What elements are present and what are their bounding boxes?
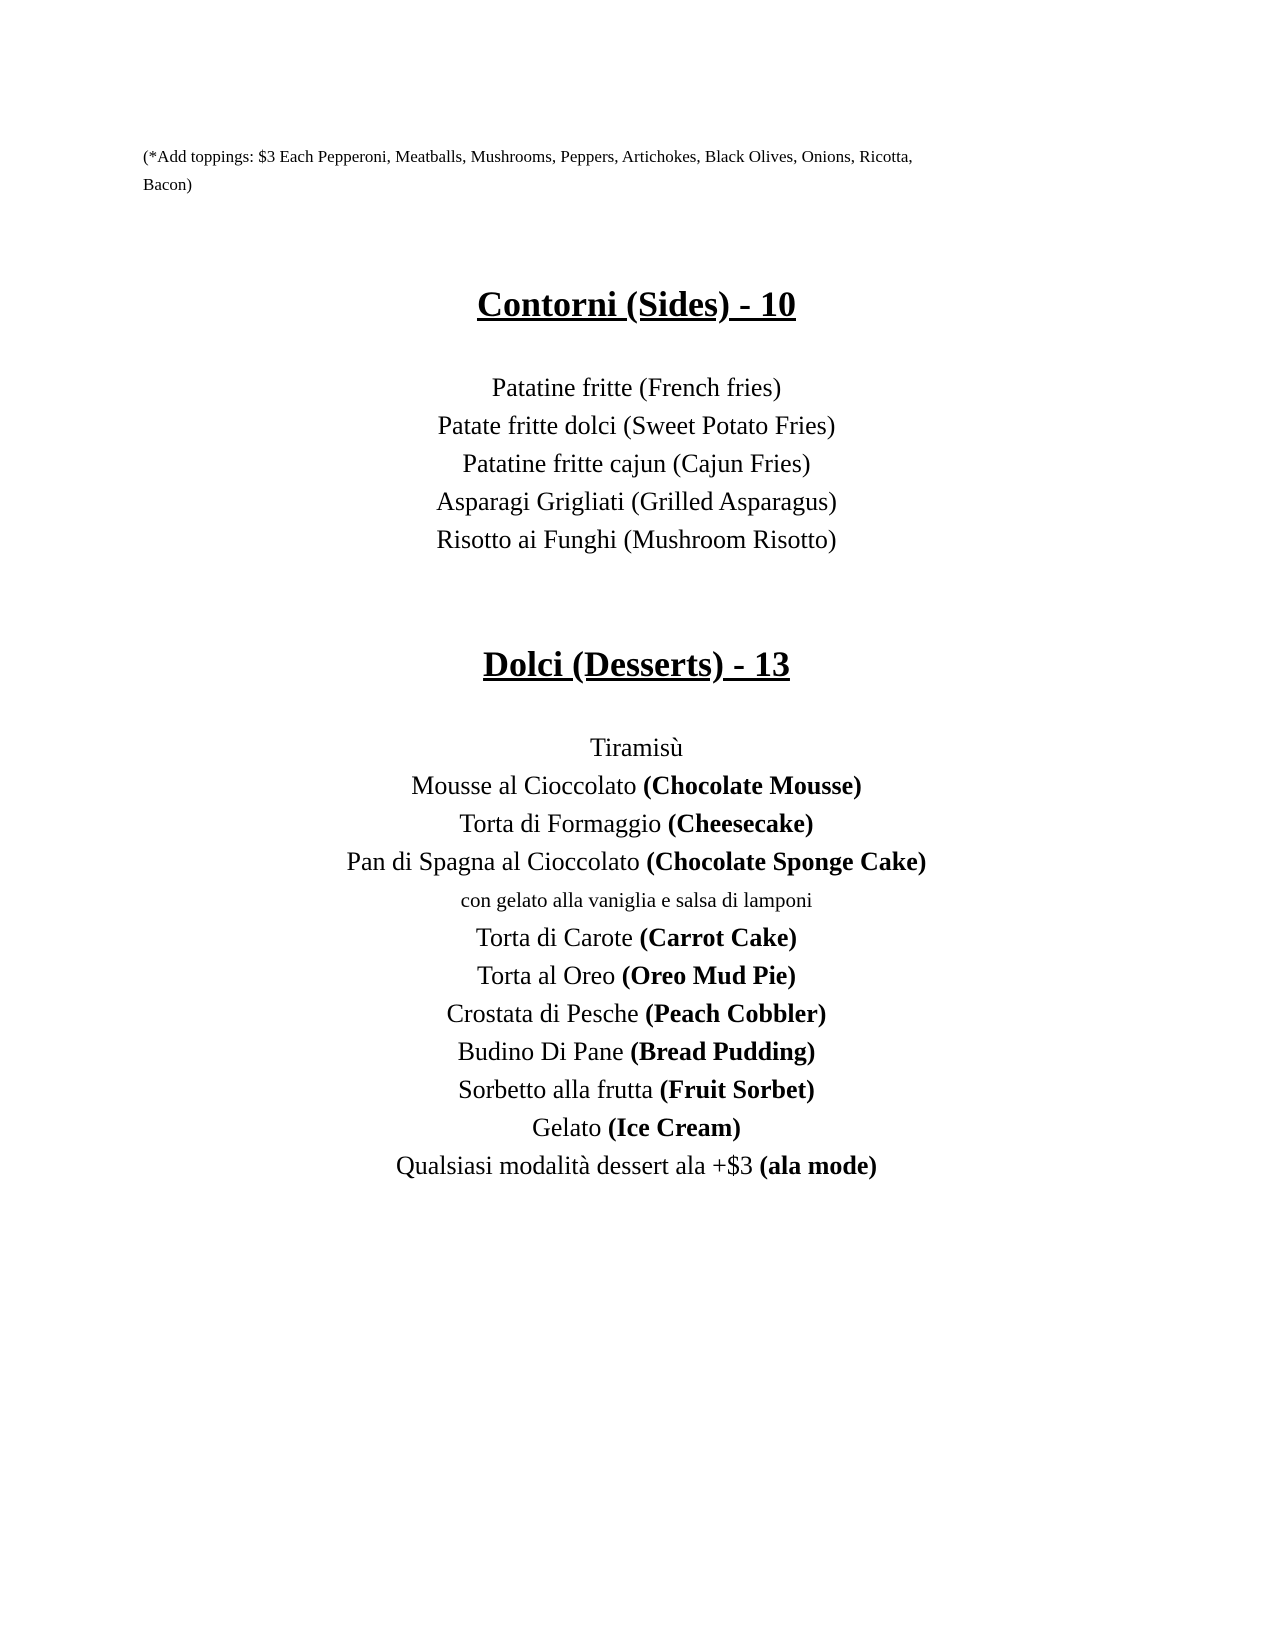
item-name-italian: Torta di Formaggio: [459, 809, 662, 838]
menu-item: [143, 483, 1130, 521]
menu-item: [143, 729, 1130, 767]
item-name-english: (Chocolate Mousse): [643, 771, 862, 800]
item-name-italian: Patatine fritte: [491, 373, 633, 402]
item-name-italian: Sorbetto alla frutta: [458, 1075, 654, 1104]
item-name-italian: Tiramisù: [590, 733, 683, 762]
item-name-english: (Grilled Asparagus): [631, 487, 837, 516]
menu-item: [143, 805, 1130, 843]
item-name-italian: con gelato alla vaniglia e salsa di lamponi: [460, 888, 813, 912]
item-name-english: (Fruit Sorbet): [659, 1075, 815, 1104]
item-name-italian: Patatine fritte cajun: [462, 449, 667, 478]
item-name-english: (Peach Cobbler): [645, 999, 827, 1028]
item-name-english: (Cheesecake): [667, 809, 814, 838]
menu-item: [143, 767, 1130, 805]
menu-item: [143, 521, 1130, 559]
menu-item: [143, 1109, 1130, 1147]
item-name-english: (Carrot Cake): [639, 923, 798, 952]
item-name-english: (Oreo Mud Pie): [621, 961, 796, 990]
section-heading: Dolci (Desserts) - 13: [483, 644, 790, 684]
menu-item-list: [143, 369, 1130, 559]
item-name-italian: Crostata di Pesche: [446, 999, 639, 1028]
toppings-note-line: (*Add toppings: $3 Each Pepperoni, Meatballs, Mushrooms, Peppers, Artichokes, Black Olives, Onions, Ricotta,: [143, 147, 913, 166]
item-name-english: (French fries): [639, 373, 782, 402]
item-name-english: (Bread Pudding): [630, 1037, 816, 1066]
menu-sections: [143, 283, 1130, 1185]
menu-item: [143, 957, 1130, 995]
menu-item: [143, 1147, 1130, 1185]
menu-item: [143, 369, 1130, 407]
menu-section: [143, 283, 1130, 559]
item-name-english: (Sweet Potato Fries): [623, 411, 836, 440]
menu-item: [143, 407, 1130, 445]
item-name-english: (Cajun Fries): [672, 449, 811, 478]
item-name-english: (Mushroom Risotto): [623, 525, 837, 554]
item-name-italian: Risotto ai Funghi: [436, 525, 617, 554]
toppings-note: [143, 143, 1130, 199]
item-name-english: (ala mode): [759, 1151, 878, 1180]
item-name-english: (Ice Cream): [607, 1113, 741, 1142]
item-name-italian: Mousse al Cioccolato: [411, 771, 637, 800]
item-name-italian: Pan di Spagna al Cioccolato: [346, 847, 640, 876]
menu-item: [143, 843, 1130, 881]
item-name-english: (Chocolate Sponge Cake): [646, 847, 927, 876]
menu-item: [143, 1033, 1130, 1071]
menu-section: [143, 643, 1130, 1185]
item-name-italian: Torta di Carote: [475, 923, 633, 952]
menu-item: [143, 445, 1130, 483]
section-heading: Contorni (Sides) - 10: [476, 284, 796, 324]
menu-item: [143, 995, 1130, 1033]
menu-item: [143, 881, 1130, 919]
item-name-italian: Asparagi Grigliati: [436, 487, 625, 516]
menu-item: [143, 919, 1130, 957]
toppings-note-line: Bacon): [143, 175, 193, 194]
item-name-italian: Qualsiasi modalità dessert ala +$3: [395, 1151, 753, 1180]
menu-item-list: [143, 729, 1130, 1185]
item-name-italian: Torta al Oreo: [477, 961, 616, 990]
item-name-italian: Budino Di Pane: [457, 1037, 624, 1066]
menu-item: [143, 1071, 1130, 1109]
item-name-italian: Patate fritte dolci: [437, 411, 617, 440]
item-name-italian: Gelato: [532, 1113, 602, 1142]
